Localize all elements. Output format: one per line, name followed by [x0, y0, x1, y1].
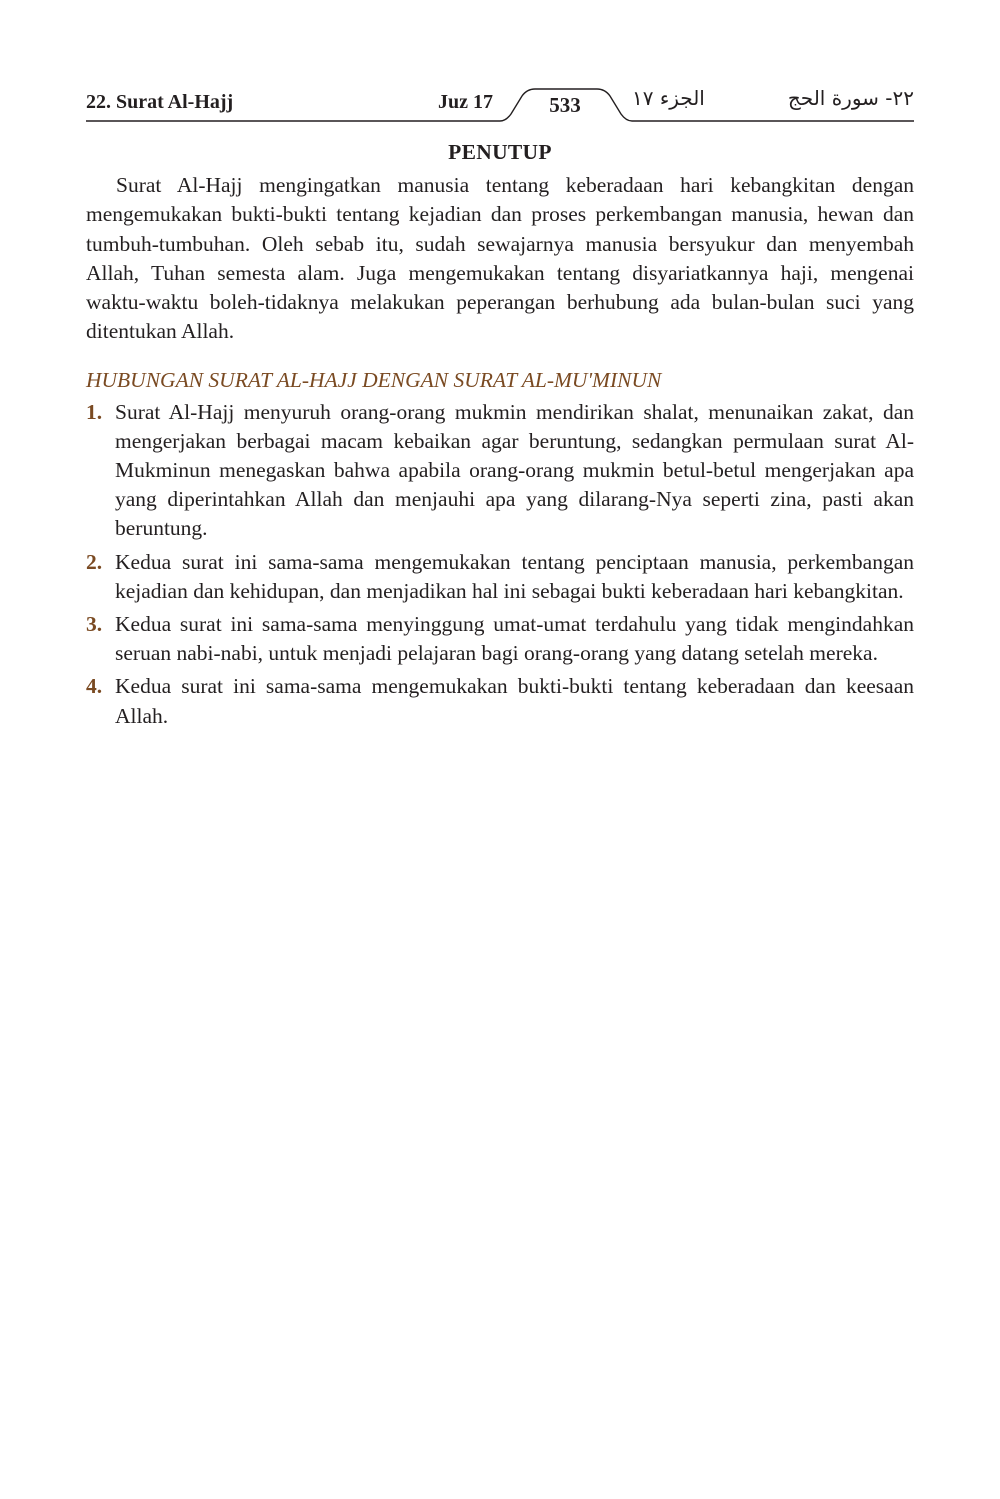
list-item-text: Kedua surat ini sama-sama mengemukakan bukti-bukti tentang keberadaan dan keesaan Allah.	[115, 674, 914, 728]
list-item-number: 2.	[86, 549, 103, 574]
list-item-text: Kedua surat ini sama-sama menyinggung umat-umat terdahulu yang tidak mengindahkan seruan nabi-nabi, untuk menjadi pelajaran bagi orang-orang yang datang setelah mereka.	[115, 612, 914, 666]
list-item-text: Kedua surat ini sama-sama mengemukakan tentang penciptaan manusia, perkembangan kejadian dan kehidupan, dan menjadikan hal ini sebagai bukti keberadaan hari kebangkitan.	[115, 549, 914, 603]
list-item-number: 3.	[86, 612, 103, 637]
list-item	[86, 672, 914, 730]
section-title: PENUTUP	[448, 140, 552, 164]
relation-list	[86, 398, 914, 731]
header-arabic-surah: ٢٢- سورة الحج	[787, 86, 914, 110]
header-surah-title: 22. Surat Al-Hajj	[86, 91, 234, 113]
list-item-number: 1.	[86, 399, 103, 424]
relation-heading: HUBUNGAN SURAT AL-HAJJ DENGAN SURAT AL-MU'MINUN	[86, 368, 662, 393]
page-number: 533	[549, 93, 581, 117]
list-item	[86, 398, 914, 544]
header-arabic-juz: الجزء ١٧	[632, 86, 705, 110]
list-item-text: Surat Al-Hajj menyuruh orang-orang mukmin mendirikan shalat, menunaikan zakat, dan mengerjakan berbagai macam kebaikan agar beruntung, sedangkan permulaan surat Al-Mukminun menegaskan bahwa apabila orang-orang mukmin betul-betul mengerjakan apa yang diperintahkan Allah dan menjauhi apa yang dilarang-Nya seperti zina, pasti akan beruntung.	[115, 399, 914, 541]
list-item	[86, 610, 914, 668]
page-header	[86, 80, 914, 126]
list-item-number: 4.	[86, 674, 103, 699]
closing-paragraph: Surat Al-Hajj mengingatkan manusia tentang keberadaan hari kebangkitan dengan mengemukakan bukti-bukti tentang kejadian dan proses perkembangan manusia, hewan dan tumbuh-tumbuhan. Oleh sebab itu, sudah sewajarnya manusia bersyukur dan menyembah Allah, Tuhan semesta alam. Juga mengemukakan tentang disyariatkannya haji, mengenai waktu-waktu boleh-tidaknya melakukan peperangan berhubung ada bulan-bulan suci yang ditentukan Allah.	[86, 173, 914, 344]
list-item	[86, 548, 914, 606]
page-body	[86, 138, 914, 735]
header-juz-label: Juz 17	[438, 91, 493, 113]
